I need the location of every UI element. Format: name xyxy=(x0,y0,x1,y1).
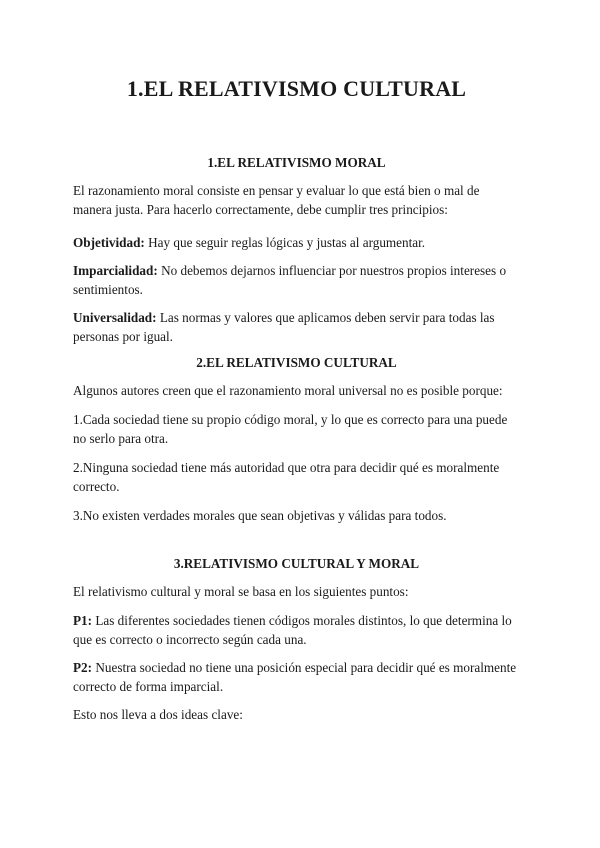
section-relativismo-cultural-y-moral xyxy=(73,555,520,724)
list-item: 2.Ninguna sociedad tiene más autoridad que otra para decidir qué es moralmente correcto. xyxy=(73,460,500,494)
principle-text: Hay que seguir reglas lógicas y justas al argumentar. xyxy=(144,235,426,250)
point-p2 xyxy=(73,658,520,696)
section-heading: 2.EL RELATIVISMO CULTURAL xyxy=(196,355,397,370)
principle-term: Imparcialidad: xyxy=(73,263,158,278)
document-title: 1.EL RELATIVISMO CULTURAL xyxy=(126,76,467,101)
point-text: Nuestra sociedad no tiene una posición especial para decidir qué es moralmente correcto de forma imparcial. xyxy=(73,660,517,694)
section-intro: El relativismo cultural y moral se basa en los siguientes puntos: xyxy=(73,584,409,599)
principle-text: No debemos dejarnos influenciar por nuestros propios intereses o sentimientos. xyxy=(73,263,507,297)
point-term: P2: xyxy=(73,660,93,675)
point-term: P1: xyxy=(73,613,93,628)
principle-text: Las normas y valores que aplicamos deben servir para todas las personas por igual. xyxy=(73,310,495,344)
list-item: 1.Cada sociedad tiene su propio código moral, y lo que es correcto para una puede no serlo para otra. xyxy=(73,412,508,446)
list-item: 3.No existen verdades morales que sean objetivas y válidas para todos. xyxy=(73,508,447,523)
principle-imparcialidad xyxy=(73,261,520,299)
principle-term: Universalidad: xyxy=(73,310,157,325)
section-heading: 3.RELATIVISMO CULTURAL Y MORAL xyxy=(173,556,420,571)
section-relativismo-cultural xyxy=(73,354,520,525)
principle-term: Objetividad: xyxy=(73,235,145,250)
section-intro: El razonamiento moral consiste en pensar y evaluar lo que está bien o mal de manera justa. Para hacerlo correctamente, debe cumplir tres principios: xyxy=(73,183,480,217)
closing-line: Esto nos lleva a dos ideas clave: xyxy=(73,707,243,722)
principle-objetividad xyxy=(73,233,520,252)
point-p1 xyxy=(73,611,520,649)
point-text: Las diferentes sociedades tienen códigos morales distintos, lo que determina lo que es correcto o incorrecto según cada una. xyxy=(73,613,512,647)
section-relativismo-moral xyxy=(73,154,520,346)
principle-universalidad xyxy=(73,308,520,346)
section-heading: 1.EL RELATIVISMO MORAL xyxy=(207,155,386,170)
section-intro: Algunos autores creen que el razonamiento moral universal no es posible porque: xyxy=(73,383,503,398)
